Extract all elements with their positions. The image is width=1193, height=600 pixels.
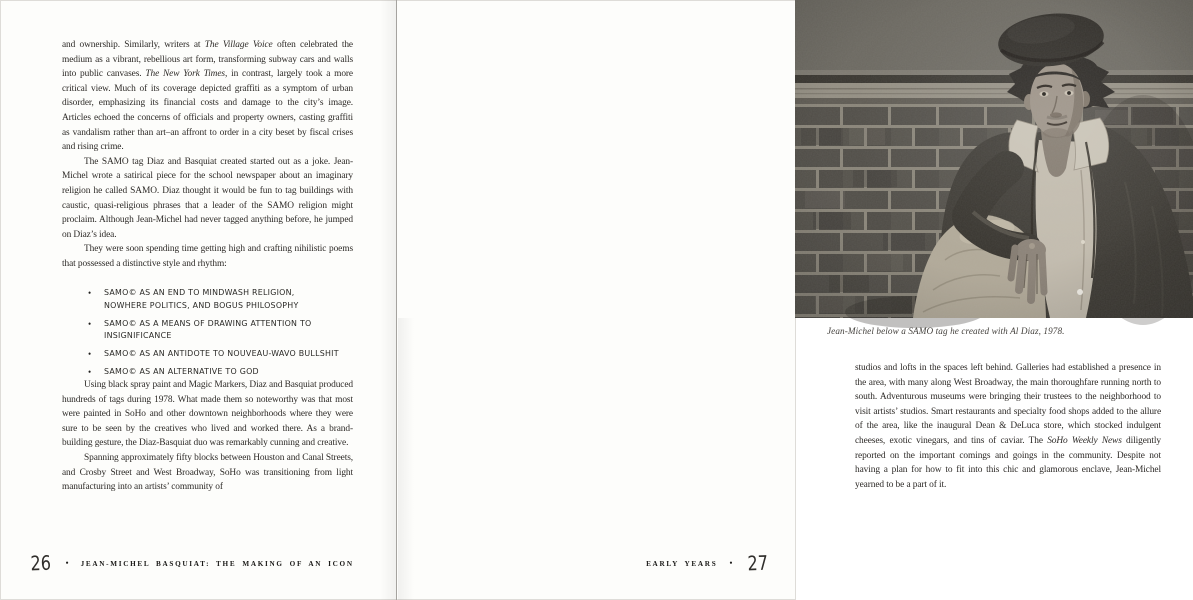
left-text-bottom <box>62 378 353 495</box>
samo-list-line: SAMO© AS AN END TO MINDWASH RELIGION, <box>104 288 295 297</box>
left-text-top <box>62 38 353 272</box>
paragraph <box>855 361 1161 492</box>
samo-list-item <box>88 348 366 361</box>
samo-list-item <box>88 287 366 312</box>
gutter-shade-left <box>380 0 396 600</box>
samo-list <box>88 287 366 385</box>
right-footer <box>646 549 770 577</box>
paragraph <box>62 242 353 271</box>
text-segment: , in contrast, largely took a more critical view. Much of its coverage depicted graffiti as a symptom of urban disorder, emphasizing its financial costs and damage to the city’s image. Articles echoed the concerns of officials and property owners, casting graffiti as vandalism rather than art–an affront to order in a city beset by fiscal crises and rising crime. <box>62 69 353 153</box>
left-page-number: 26 <box>30 550 52 576</box>
footer-dot-icon: • <box>65 558 69 568</box>
text-segment: The Village Voice <box>204 40 273 50</box>
samo-list-line: SAMO© AS AN ALTERNATIVE TO GOD <box>104 367 259 377</box>
right-page-number: 27 <box>746 550 768 576</box>
text-segment: diligently reported on the important comings and goings in the community. Despite not having a plan for how to fit into this chic and glamorous enclave, Jean-Michel yearned to be a part of it. <box>855 435 1161 490</box>
text-segment: The SAMO tag Diaz and Basquiat created started out as a joke. Jean-Michel wrote a satirical piece for the school newspaper about an imaginary religion he called SAMO. Diaz thought it would be fun to tag buildings with caustic, quasi-religious phrases that a leader of the SAMO religion might proclaim. Although Jean-Michel had never tagged anything before, he jumped on Diaz’s idea. <box>62 156 353 240</box>
samo-list-line: SAMO© AS A MEANS OF DRAWING ATTENTION TO INSIGNIFICANCE <box>104 318 312 341</box>
footer-dot-icon: • <box>729 558 733 568</box>
chapter-title: EARLY YEARS <box>646 560 718 568</box>
text-segment: often celebrated the medium as a vibrant, rebellious art form, transforming subway cars and walls into public canvases. <box>62 40 353 80</box>
samo-list-line: NOWHERE POLITICS, AND BOGUS PHILOSOPHY <box>104 300 299 310</box>
samo-list-item <box>88 318 366 343</box>
photo-caption: Jean-Michel below a SAMO tag he created with Al Diaz, 1978. <box>827 326 1065 336</box>
right-page <box>397 0 1161 600</box>
text-segment: SoHo Weekly News <box>1047 435 1122 446</box>
bullet-marker-icon: • <box>88 288 92 298</box>
basquiat-photo-svg <box>795 0 1193 318</box>
paragraph <box>62 38 353 155</box>
paragraph <box>62 378 353 451</box>
text-segment: Spanning approximately fifty blocks between Houston and Canal Streets, and Crosby Street and West Broadway, SoHo was transitioning from light manufacturing into an artists’ community of <box>62 452 353 493</box>
text-segment: and ownership. Similarly, writers at <box>62 40 205 50</box>
left-footer <box>28 549 354 577</box>
text-segment: They were soon spending time getting high and crafting nihilistic poems that possessed a distinctive style and rhythm: <box>62 244 353 269</box>
text-segment: studios and lofts in the spaces left behind. Galleries had established a presence in the area, with many along West Broadway, the main thoroughfare running north to south. Adventurous museums were bringing their trustees to the neighborhood to visit artists’ studios. Smart restaurants and specialty food shops added to the allure of the area, like the inaugural Dean & DeLuca store, which stocked indulgent cheeses, exotic vinegars, and tins of caviar. The <box>855 363 1161 446</box>
paragraph <box>62 451 353 495</box>
bullet-marker-icon: • <box>88 349 92 360</box>
text-segment: Using black spray paint and Magic Markers, Diaz and Basquiat produced hundreds of tags during 1978. What made them so noteworthy was that most were painted in SoHo and other downtown neighborhoods where they were sure to be seen by the creatives who lived and worked there. As a brand-building gesture, the Diaz-Basquiat duo was remarkably cunning and creative. <box>62 380 353 449</box>
book-title: JEAN-MICHEL BASQUIAT: THE MAKING OF AN ICON <box>80 560 354 568</box>
bullet-marker-icon: • <box>88 318 92 329</box>
paragraph <box>62 155 353 243</box>
basquiat-photo <box>795 0 1193 318</box>
samo-list-line: SAMO© AS AN ANTIDOTE TO NOUVEAU-WAVO BULLSHIT <box>104 349 339 359</box>
left-page <box>0 0 396 600</box>
text-segment: The New York Times <box>145 69 225 80</box>
bullet-marker-icon: • <box>88 367 92 378</box>
right-text <box>855 361 1161 492</box>
